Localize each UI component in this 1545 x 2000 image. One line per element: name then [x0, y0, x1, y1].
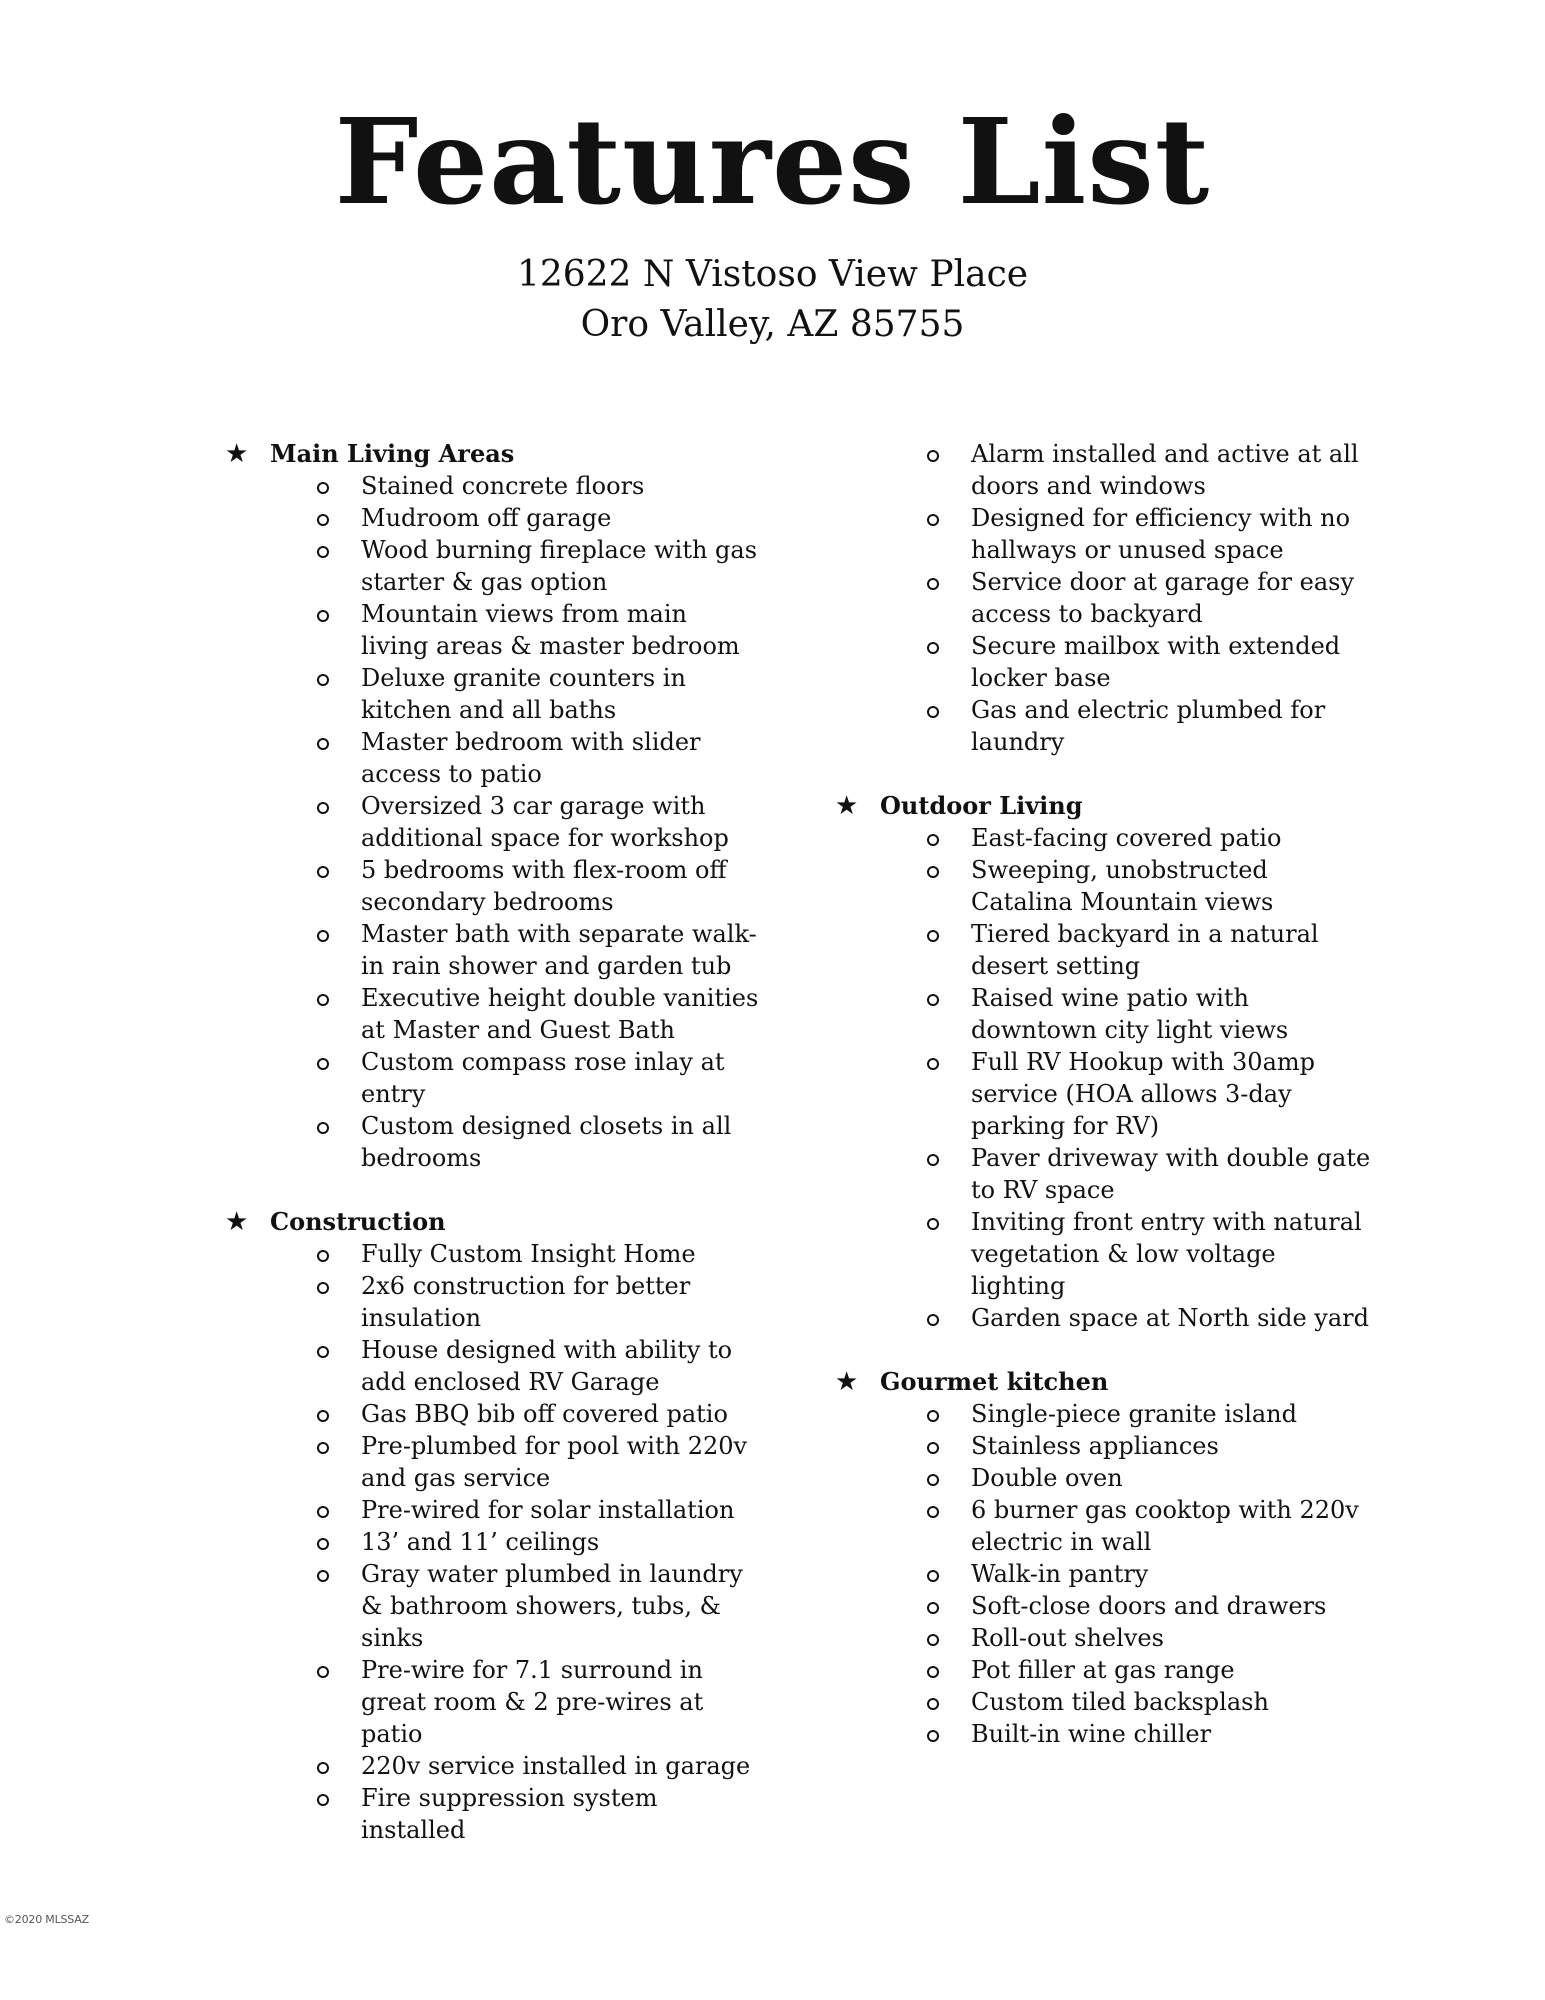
- list-item: [225, 1110, 761, 1174]
- left-column: [225, 438, 765, 1846]
- list-item-text: Pre-plumbed for pool with 220v and gas service: [361, 1432, 748, 1492]
- list-item: [835, 566, 1371, 630]
- list-item: [835, 1398, 1371, 1430]
- section-main-living-areas: [225, 438, 765, 1174]
- list-item: [225, 726, 761, 790]
- list-item-text: Service door at garage for easy access to backyard: [971, 568, 1355, 628]
- circle-bullet-icon: [317, 1762, 329, 1774]
- circle-bullet-icon: [317, 482, 329, 494]
- section-construction: [225, 1206, 765, 1846]
- list-item: [225, 1046, 761, 1110]
- circle-bullet-icon: [927, 1506, 939, 1518]
- circle-bullet-icon: [927, 1634, 939, 1646]
- circle-bullet-icon: [317, 610, 329, 622]
- list-item: [225, 1494, 761, 1526]
- section-heading: [835, 1366, 1375, 1398]
- list-item-text: 6 burner gas cooktop with 220v electric in wall: [971, 1496, 1359, 1556]
- list-item: [835, 1558, 1371, 1590]
- list-item-text: Fire suppression system installed: [361, 1784, 658, 1844]
- section-heading-label: Gourmet kitchen: [880, 1367, 1109, 1396]
- list-item-text: Tiered backyard in a natural desert setting: [971, 920, 1319, 980]
- circle-bullet-icon: [317, 994, 329, 1006]
- list-item: [835, 918, 1371, 982]
- circle-bullet-icon: [317, 1794, 329, 1806]
- list-item: [835, 1654, 1371, 1686]
- list-item: [225, 1238, 761, 1270]
- list-item: [835, 822, 1371, 854]
- circle-bullet-icon: [927, 1570, 939, 1582]
- circle-bullet-icon: [317, 866, 329, 878]
- feature-list: [835, 1398, 1375, 1750]
- circle-bullet-icon: [317, 1570, 329, 1582]
- circle-bullet-icon: [317, 1506, 329, 1518]
- section-outdoor-living: [835, 790, 1375, 1334]
- list-item: [225, 982, 761, 1046]
- list-item-text: Custom tiled backsplash: [971, 1688, 1269, 1716]
- circle-bullet-icon: [927, 1218, 939, 1230]
- circle-bullet-icon: [927, 1474, 939, 1486]
- list-item: [835, 1046, 1371, 1142]
- circle-bullet-icon: [317, 1282, 329, 1294]
- address-street: 12622 N Vistoso View Place: [516, 254, 1029, 295]
- circle-bullet-icon: [927, 866, 939, 878]
- circle-bullet-icon: [927, 930, 939, 942]
- list-item-text: Single-piece granite island: [971, 1400, 1297, 1428]
- list-item-text: Garden space at North side yard: [971, 1304, 1369, 1332]
- list-item-text: House designed with ability to add enclosed RV Garage: [361, 1336, 733, 1396]
- list-item: [225, 1750, 761, 1782]
- list-item-text: Secure mailbox with extended locker base: [971, 632, 1341, 692]
- list-item: [225, 1270, 761, 1334]
- list-item-text: Sweeping, unobstructed Catalina Mountain views: [971, 856, 1274, 916]
- list-item: [835, 694, 1371, 758]
- star-icon: ★: [225, 1207, 249, 1237]
- list-item-text: Pot filler at gas range: [971, 1656, 1235, 1684]
- list-item-text: Soft-close doors and drawers: [971, 1592, 1327, 1620]
- list-item-text: Pre-wire for 7.1 surround in great room & 2 pre-wires at patio: [361, 1656, 704, 1748]
- circle-bullet-icon: [317, 546, 329, 558]
- list-item-text: Fully Custom Insight Home: [361, 1240, 696, 1268]
- section-construction-continued: [835, 438, 1375, 758]
- list-item-text: 2x6 construction for better insulation: [361, 1272, 691, 1332]
- section-heading-label: Main Living Areas: [270, 439, 515, 468]
- list-item: [225, 502, 761, 534]
- list-item: [835, 630, 1371, 694]
- list-item: [835, 1622, 1371, 1654]
- list-item: [225, 1782, 761, 1846]
- circle-bullet-icon: [317, 1666, 329, 1678]
- list-item-text: Designed for efficiency with no hallways or unused space: [971, 504, 1351, 564]
- circle-bullet-icon: [317, 1346, 329, 1358]
- circle-bullet-icon: [927, 1698, 939, 1710]
- list-item-text: Custom designed closets in all bedrooms: [361, 1112, 732, 1172]
- list-item-text: Wood burning fireplace with gas starter & gas option: [361, 536, 758, 596]
- list-item: [835, 1494, 1371, 1558]
- list-item-text: Gas BBQ bib off covered patio: [361, 1400, 728, 1428]
- section-heading-label: Outdoor Living: [880, 791, 1083, 820]
- list-item-text: Roll-out shelves: [971, 1624, 1164, 1652]
- list-item-text: 220v service installed in garage: [361, 1752, 751, 1780]
- list-item: [225, 598, 761, 662]
- section-gourmet-kitchen: [835, 1366, 1375, 1750]
- circle-bullet-icon: [927, 1666, 939, 1678]
- list-item: [835, 1206, 1371, 1302]
- list-item-text: Built-in wine chiller: [971, 1720, 1212, 1748]
- list-item-text: Walk-in pantry: [971, 1560, 1149, 1588]
- list-item-text: Master bedroom with slider access to patio: [361, 728, 701, 788]
- circle-bullet-icon: [927, 1410, 939, 1422]
- list-item: [835, 982, 1371, 1046]
- list-item: [835, 438, 1371, 502]
- list-item-text: Deluxe granite counters in kitchen and all baths: [361, 664, 686, 724]
- list-item: [835, 1430, 1371, 1462]
- circle-bullet-icon: [927, 578, 939, 590]
- list-item-text: 13’ and 11’ ceilings: [361, 1528, 600, 1556]
- circle-bullet-icon: [927, 450, 939, 462]
- circle-bullet-icon: [317, 1122, 329, 1134]
- circle-bullet-icon: [927, 1730, 939, 1742]
- list-item: [835, 1142, 1371, 1206]
- list-item-text: Executive height double vanities at Master and Guest Bath: [361, 984, 759, 1044]
- feature-list: [225, 1238, 765, 1846]
- list-item-text: Raised wine patio with downtown city light views: [971, 984, 1289, 1044]
- list-item: [835, 1686, 1371, 1718]
- list-item-text: Mudroom off garage: [361, 504, 612, 532]
- circle-bullet-icon: [317, 738, 329, 750]
- list-item-text: Inviting front entry with natural vegetation & low voltage lighting: [971, 1208, 1362, 1300]
- list-item-text: Stainless appliances: [971, 1432, 1219, 1460]
- list-item: [225, 918, 761, 982]
- feature-list: [835, 822, 1375, 1334]
- address-city-state-zip: Oro Valley, AZ 85755: [580, 304, 965, 345]
- circle-bullet-icon: [317, 802, 329, 814]
- circle-bullet-icon: [317, 1442, 329, 1454]
- list-item: [835, 502, 1371, 566]
- list-item: [835, 1590, 1371, 1622]
- circle-bullet-icon: [927, 1314, 939, 1326]
- star-icon: ★: [835, 1367, 859, 1397]
- circle-bullet-icon: [927, 1442, 939, 1454]
- circle-bullet-icon: [927, 642, 939, 654]
- list-item-text: Master bath with separate walk-in rain shower and garden tub: [361, 920, 757, 980]
- circle-bullet-icon: [317, 1410, 329, 1422]
- feature-list: [225, 470, 765, 1174]
- list-item-text: Oversized 3 car garage with additional space for workshop: [361, 792, 729, 852]
- list-item-text: Gas and electric plumbed for laundry: [971, 696, 1326, 756]
- circle-bullet-icon: [927, 514, 939, 526]
- list-item-text: Paver driveway with double gate to RV space: [971, 1144, 1371, 1204]
- circle-bullet-icon: [927, 1058, 939, 1070]
- circle-bullet-icon: [927, 1154, 939, 1166]
- circle-bullet-icon: [317, 930, 329, 942]
- circle-bullet-icon: [317, 674, 329, 686]
- list-item: [835, 1718, 1371, 1750]
- feature-list: [835, 438, 1375, 758]
- list-item: [225, 854, 761, 918]
- circle-bullet-icon: [927, 834, 939, 846]
- list-item: [835, 1462, 1371, 1494]
- list-item: [225, 534, 761, 598]
- list-item: [225, 1654, 761, 1750]
- copyright-notice: ©2020 MLSSAZ: [4, 1913, 89, 1926]
- circle-bullet-icon: [317, 1250, 329, 1262]
- list-item-text: Full RV Hookup with 30amp service (HOA allows 3-day parking for RV): [971, 1048, 1316, 1140]
- list-item: [835, 854, 1371, 918]
- list-item: [225, 1398, 761, 1430]
- section-heading: [835, 790, 1375, 822]
- list-item-text: Pre-wired for solar installation: [361, 1496, 735, 1524]
- section-heading: [225, 438, 765, 470]
- circle-bullet-icon: [317, 1538, 329, 1550]
- circle-bullet-icon: [927, 706, 939, 718]
- list-item-text: Alarm installed and active at all doors and windows: [971, 440, 1359, 500]
- list-item: [225, 790, 761, 854]
- list-item: [835, 1302, 1371, 1334]
- section-heading-label: Construction: [270, 1207, 446, 1236]
- list-item-text: Gray water plumbed in laundry & bathroom showers, tubs, & sinks: [361, 1560, 743, 1652]
- list-item: [225, 470, 761, 502]
- list-item-text: Stained concrete floors: [361, 472, 645, 500]
- list-item-text: Double oven: [971, 1464, 1123, 1492]
- list-item-text: Mountain views from main living areas & master bedroom: [361, 600, 740, 660]
- circle-bullet-icon: [317, 1058, 329, 1070]
- list-item-text: 5 bedrooms with flex-room off secondary bedrooms: [361, 856, 727, 916]
- circle-bullet-icon: [317, 514, 329, 526]
- star-icon: ★: [225, 439, 249, 469]
- property-address: [0, 250, 1545, 350]
- circle-bullet-icon: [927, 1602, 939, 1614]
- list-item-text: East-facing covered patio: [971, 824, 1282, 852]
- star-icon: ★: [835, 791, 859, 821]
- list-item: [225, 662, 761, 726]
- page-title: Features List: [334, 92, 1211, 231]
- section-heading: [225, 1206, 765, 1238]
- list-item: [225, 1430, 761, 1494]
- circle-bullet-icon: [927, 994, 939, 1006]
- list-item: [225, 1526, 761, 1558]
- right-column: [835, 438, 1375, 1750]
- list-item-text: Custom compass rose inlay at entry: [361, 1048, 725, 1108]
- list-item: [225, 1558, 761, 1654]
- list-item: [225, 1334, 761, 1398]
